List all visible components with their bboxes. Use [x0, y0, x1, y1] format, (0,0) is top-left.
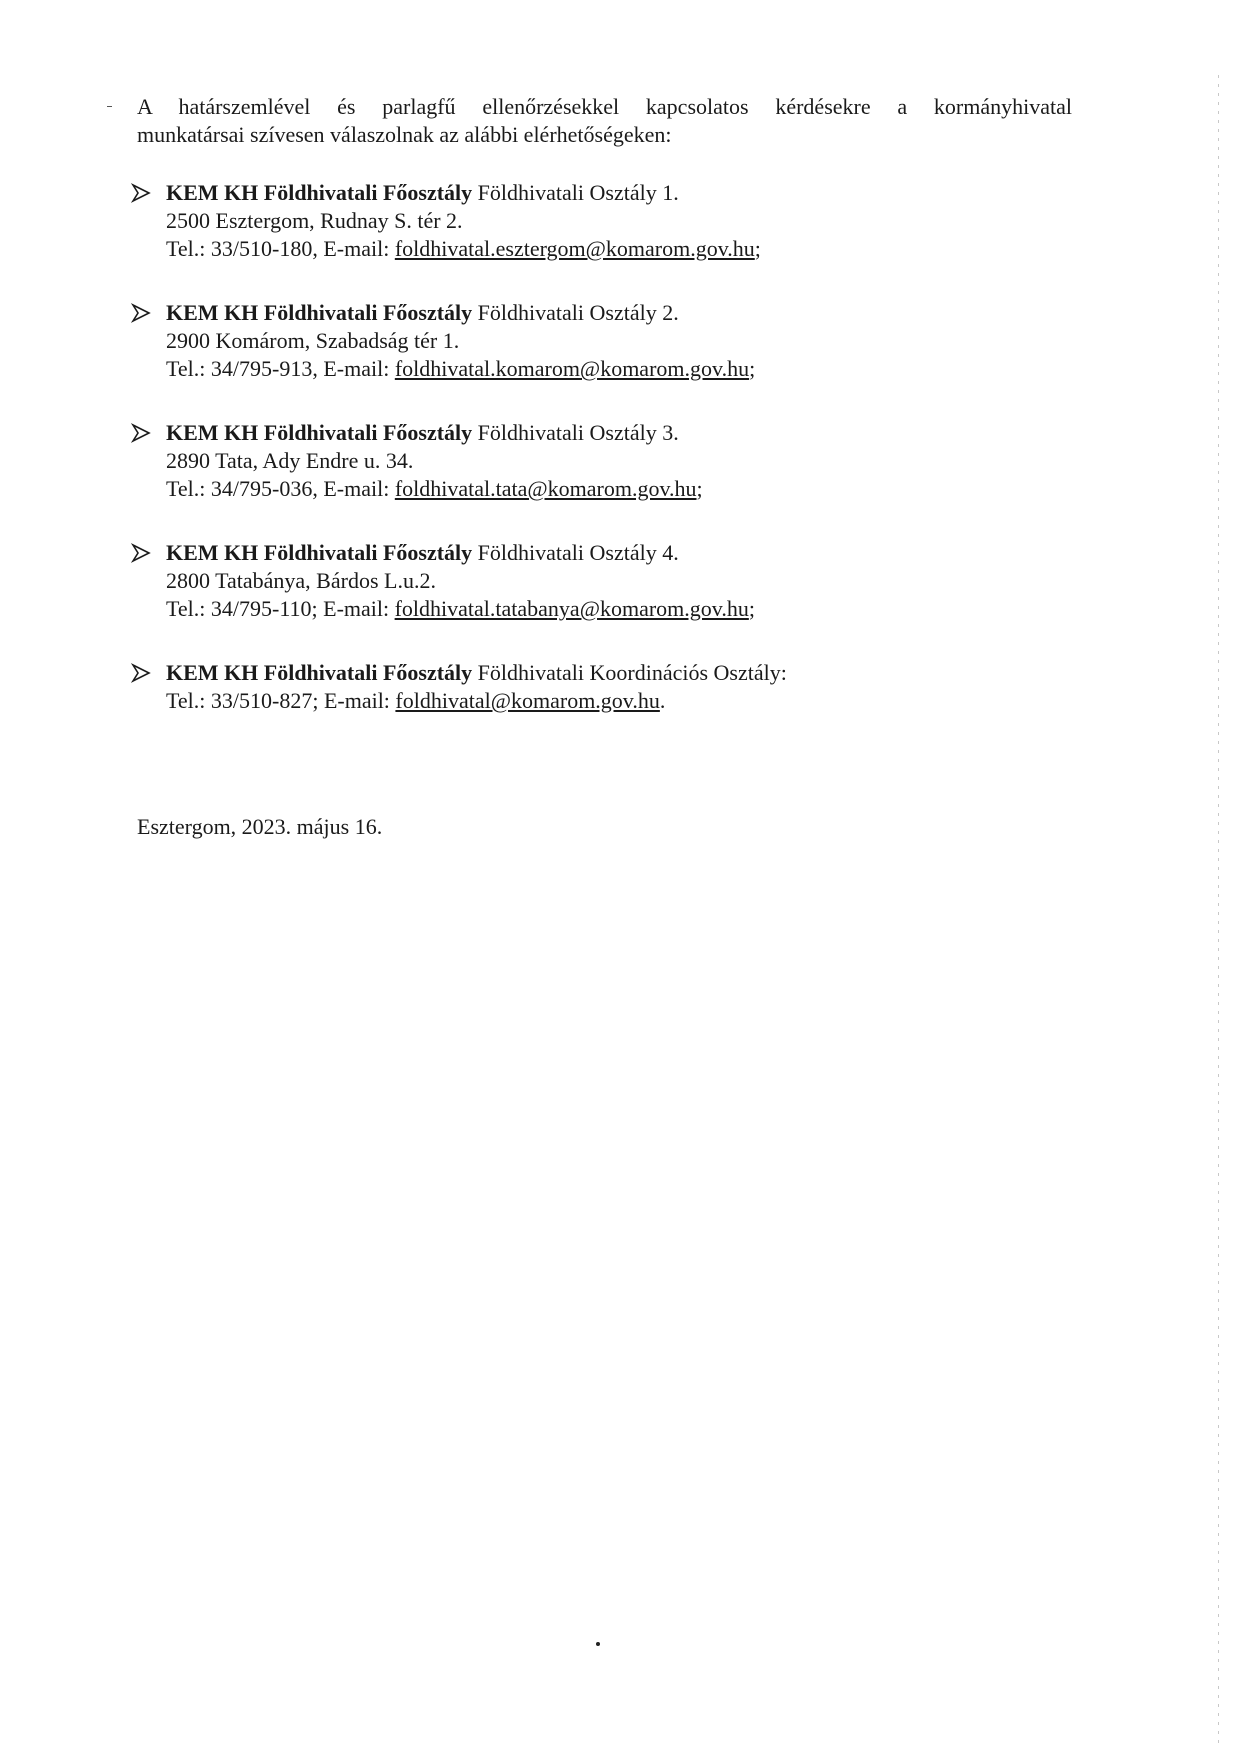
contact-title [166, 659, 1031, 687]
contact-phone: Tel.: 33/510-180, E-mail: [166, 236, 395, 261]
contact-dept: Földhivatali Osztály 4. [472, 540, 679, 565]
contact-address: 2890 Tata, Ady Endre u. 34. [166, 448, 414, 473]
contact-dept: Földhivatali Osztály 1. [472, 180, 679, 205]
arrowhead-bullet-icon [131, 663, 151, 683]
contact-item-1 [131, 179, 1031, 263]
arrowhead-bullet-icon [131, 303, 151, 323]
contact-phone-email [166, 475, 1031, 503]
contact-item-2 [131, 299, 1031, 383]
email-link[interactable]: foldhivatal.komarom@komarom.gov.hu [394, 356, 750, 381]
contact-address: 2900 Komárom, Szabadság tér 1. [166, 328, 460, 353]
contact-address: 2500 Esztergom, Rudnay S. tér 2. [166, 208, 463, 233]
email-link[interactable]: foldhivatal.tata@komarom.gov.hu [394, 476, 697, 501]
intro-paragraph [137, 93, 1072, 149]
scan-dash-mark [107, 106, 112, 107]
intro-line-2: munkatársai szívesen válaszolnak az alábbi elérhetőségeken: [137, 122, 672, 147]
contact-org: KEM KH Földhivatali Főosztály [166, 300, 473, 325]
contact-phone-email [166, 355, 1031, 383]
contact-phone-email [166, 687, 1031, 715]
arrowhead-bullet-icon [131, 423, 151, 443]
contact-item-3 [131, 419, 1031, 503]
contact-list [131, 179, 1031, 751]
contact-suffix: ; [749, 356, 756, 381]
contact-title [166, 299, 1031, 327]
contact-dept: Földhivatali Osztály 2. [472, 300, 679, 325]
contact-phone-email [166, 235, 1031, 263]
scan-dot-mark [596, 1642, 600, 1646]
contact-org: KEM KH Földhivatali Főosztály [166, 180, 473, 205]
contact-phone: Tel.: 34/795-913, E-mail: [166, 356, 395, 381]
contact-org: KEM KH Földhivatali Főosztály [166, 660, 473, 685]
contact-dept: Földhivatali Koordinációs Osztály: [472, 660, 787, 685]
contact-org: KEM KH Földhivatali Főosztály [166, 540, 473, 565]
email-link[interactable]: foldhivatal.esztergom@komarom.gov.hu [394, 236, 755, 261]
contact-org: KEM KH Földhivatali Főosztály [166, 420, 473, 445]
contact-title [166, 419, 1031, 447]
contact-item-5 [131, 659, 1031, 715]
contact-title [166, 539, 1031, 567]
contact-suffix: . [659, 688, 666, 713]
contact-suffix: ; [696, 476, 703, 501]
contact-address: 2800 Tatabánya, Bárdos L.u.2. [166, 568, 436, 593]
contact-phone: Tel.: 33/510-827; E-mail: [166, 688, 396, 713]
document-date: Esztergom, 2023. május 16. [137, 814, 383, 839]
arrowhead-bullet-icon [131, 543, 151, 563]
contact-title [166, 179, 1031, 207]
contact-item-4 [131, 539, 1031, 623]
contact-phone-email [166, 595, 1031, 623]
contact-phone: Tel.: 34/795-036, E-mail: [166, 476, 395, 501]
intro-line-1: A határszemlével és parlagfű ellenőrzésekkel kapcsolatos kérdésekre a kormányhivatal [137, 94, 1072, 119]
contact-suffix: ; [748, 596, 755, 621]
email-link[interactable]: foldhivatal.tatabanya@komarom.gov.hu [394, 596, 749, 621]
contact-suffix: ; [754, 236, 761, 261]
contact-dept: Földhivatali Osztály 3. [472, 420, 679, 445]
email-link[interactable]: foldhivatal@komarom.gov.hu [395, 688, 660, 713]
scan-edge-mark [1218, 75, 1219, 1745]
arrowhead-bullet-icon [131, 183, 151, 203]
contact-phone: Tel.: 34/795-110; E-mail: [166, 596, 395, 621]
